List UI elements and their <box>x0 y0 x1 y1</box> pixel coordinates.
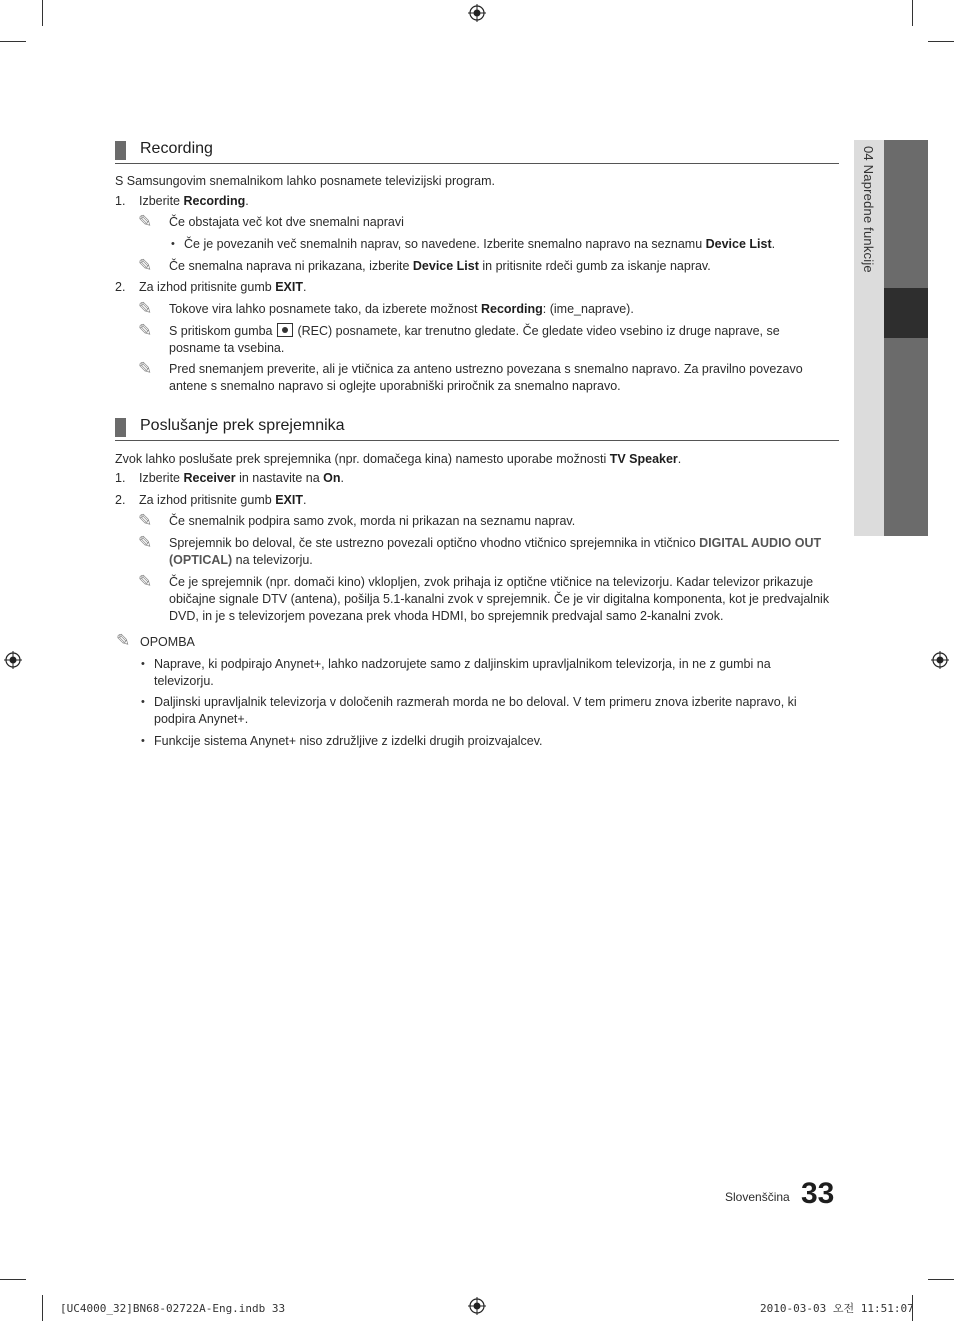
bullet-icon: • <box>171 238 175 250</box>
pencil-note-icon: ✎ <box>116 631 131 650</box>
chapter-tab-block <box>884 338 928 536</box>
step-text: Za izhod pritisnite gumb EXIT. <box>139 280 307 294</box>
print-file-info: [UC4000_32]BN68-02722A-Eng.indb 33 <box>60 1302 286 1315</box>
chapter-tab-marker <box>884 288 928 338</box>
crop-mark <box>0 1279 26 1280</box>
page-number: 33 <box>801 1177 835 1210</box>
bullet-text: Funkcije sistema Anynet+ niso združljive z izdelki drugih proizvajalcev. <box>154 734 543 748</box>
note-text: Če obstajata več kot dve snemalni napravi <box>169 215 404 229</box>
section-heading-recording <box>115 139 839 164</box>
step-number: 2. <box>115 493 126 507</box>
bullet-text: Daljinski upravljalnik televizorja v določenih razmerah morda ne bo deloval. V tem primeru znova izberite napravo, ki podpira Anynet+. <box>154 695 797 726</box>
rec-button-icon <box>277 323 293 337</box>
section-heading-receiver <box>115 416 839 441</box>
step-number: 1. <box>115 194 126 208</box>
footer-language: Slovenščina <box>725 1190 790 1204</box>
note-text: Če snemalna naprava ni prikazana, izberite Device List in pritisnite rdeči gumb za iskanje naprav. <box>169 259 711 273</box>
section-intro: S Samsungovim snemalnikom lahko posnamete televizijski program. <box>115 174 496 188</box>
note-text: S pritiskom gumba (REC) posnamete, kar trenutno gledate. Če gledate video vsebino iz druge naprave, se posname ta vsebina. <box>169 324 780 355</box>
step-text: Izberite Receiver in nastavite na On. <box>139 471 344 485</box>
pencil-note-icon: ✎ <box>138 533 153 552</box>
bullet-text: Če je povezanih več snemalnih naprav, so navedene. Izberite snemalno napravo na seznamu Device List. <box>184 237 776 251</box>
note-text: Tokove vira lahko posnamete tako, da izberete možnost Recording: (ime_naprave). <box>169 302 634 316</box>
pencil-note-icon: ✎ <box>138 359 153 378</box>
crop-mark <box>42 1295 43 1321</box>
heading-bar <box>115 141 126 160</box>
pencil-note-icon: ✎ <box>138 511 153 530</box>
heading-bar <box>115 418 126 437</box>
crop-mark <box>42 0 43 26</box>
section-intro: Zvok lahko poslušate prek sprejemnika (npr. domačega kina) namesto uporabe možnosti TV Speaker. <box>115 452 682 466</box>
crop-mark <box>928 1279 954 1280</box>
bullet-icon: • <box>141 735 145 747</box>
chapter-tab-label: 04 Napredne funkcije <box>861 146 876 273</box>
pencil-note-icon: ✎ <box>138 212 153 231</box>
step-number: 2. <box>115 280 126 294</box>
crop-mark <box>912 0 913 26</box>
note-label: OPOMBA <box>140 635 195 649</box>
pencil-note-icon: ✎ <box>138 321 153 340</box>
section-title: Recording <box>140 140 213 157</box>
pencil-note-icon: ✎ <box>138 299 153 318</box>
step-text: Za izhod pritisnite gumb EXIT. <box>139 493 307 507</box>
chapter-tab-block <box>884 140 928 288</box>
crop-mark <box>0 41 26 42</box>
bullet-icon: • <box>141 696 145 708</box>
registration-mark-icon <box>931 651 949 669</box>
registration-mark-icon <box>4 651 22 669</box>
pencil-note-icon: ✎ <box>138 256 153 275</box>
note-text: Sprejemnik bo deloval, če ste ustrezno povezali optično vhodno vtičnico sprejemnika in vtičnico DIGITAL AUDIO OUT (OPTICAL) na televizorju. <box>169 536 822 567</box>
pencil-note-icon: ✎ <box>138 572 153 591</box>
note-text: Pred snemanjem preverite, ali je vtičnica za anteno ustrezno povezana s snemalno napravo. Za pravilno povezavo antene s snemalno napravo si oglejte uporabniški priročnik za snemalno napravo. <box>169 362 803 393</box>
step-number: 1. <box>115 471 126 485</box>
print-timestamp: 2010-03-03 오전 11:51:07 <box>760 1302 914 1315</box>
note-text: Če snemalnik podpira samo zvok, morda ni prikazan na seznamu naprav. <box>169 514 576 528</box>
bullet-text: Naprave, ki podpirajo Anynet+, lahko nadzorujete samo z daljinskim upravljalnikom televizorja, in ne z gumbi na televizorju. <box>154 657 771 688</box>
bullet-icon: • <box>141 658 145 670</box>
crop-mark <box>928 41 954 42</box>
registration-mark-icon <box>468 4 486 22</box>
registration-mark-icon <box>468 1297 486 1315</box>
note-text: Če je sprejemnik (npr. domači kino) vklopljen, zvok prihaja iz optične vtičnice na televizorju. Kadar televizor prikazuje običajne signale DTV (antena), pošilja 5.1-kanalni zvok v sprejemnik. Če je vir digitalna komponenta, kot je predvajalnik DVD, in je s televizorjem povezana prek vhoda HDMI, bo sprejemnik predvajal samo 2-kanalni zvok. <box>169 575 830 623</box>
section-title: Poslušanje prek sprejemnika <box>140 417 345 434</box>
step-text: Izberite Recording. <box>139 194 249 208</box>
